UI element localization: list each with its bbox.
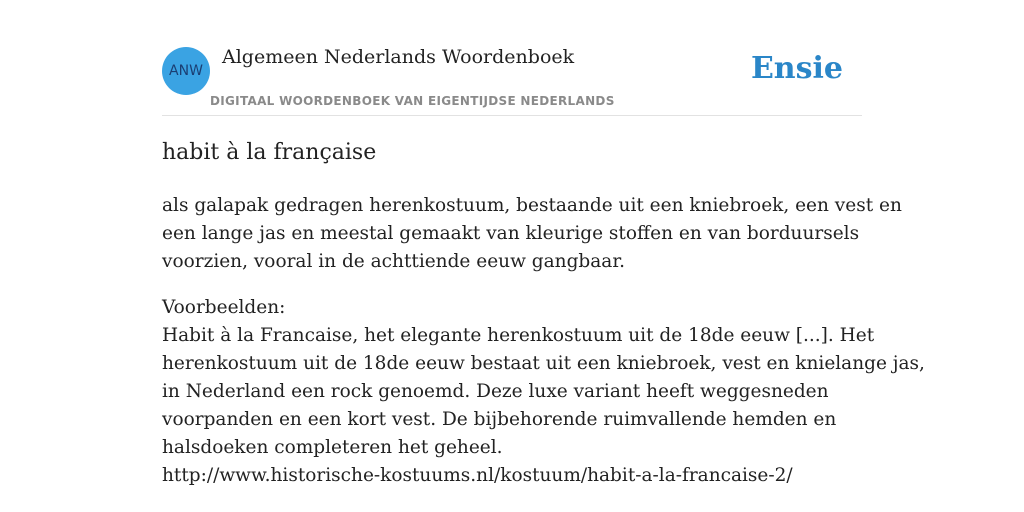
examples-label: Voorbeelden: xyxy=(162,297,286,318)
definition-line: als galapak gedragen herenkostuum, bestaande uit een kniebroek, een vest en xyxy=(162,195,902,216)
definition-line: een lange jas en meestal gemaakt van kleurige stoffen en van borduursels xyxy=(162,223,860,244)
example-line: herenkostuum uit de 18de eeuw bestaat uit een kniebroek, vest en knielange jas, xyxy=(162,353,925,374)
site-subtitle: DIGITAAL WOORDENBOEK VAN EIGENTIJDSE NEDERLANDS xyxy=(210,94,615,108)
site-title: Algemeen Nederlands Woordenboek xyxy=(222,46,575,68)
entry-content xyxy=(162,192,925,508)
anw-logo: ANW xyxy=(162,47,210,95)
example-line: Habit à la Francaise, het elegante herenkostuum uit de 18de eeuw [...]. Het xyxy=(162,325,875,346)
definition-line: voorzien, vooral in de achttiende eeuw gangbaar. xyxy=(162,251,626,272)
example-line: voorpanden en een kort vest. De bijbehorende ruimvallende hemden en xyxy=(162,409,837,430)
header-divider xyxy=(162,115,862,116)
entry-headword: habit à la française xyxy=(162,140,377,165)
ensie-brand-logo[interactable]: Ensie xyxy=(750,51,843,86)
examples xyxy=(162,294,925,490)
definition xyxy=(162,192,902,276)
example-line: halsdoeken completeren het geheel. xyxy=(162,437,503,458)
example-line: in Nederland een rock genoemd. Deze luxe variant heeft weggesneden xyxy=(162,381,829,402)
source-url: http://www.historische-kostuums.nl/kostuum/habit-a-la-francaise-2/ xyxy=(162,465,793,486)
